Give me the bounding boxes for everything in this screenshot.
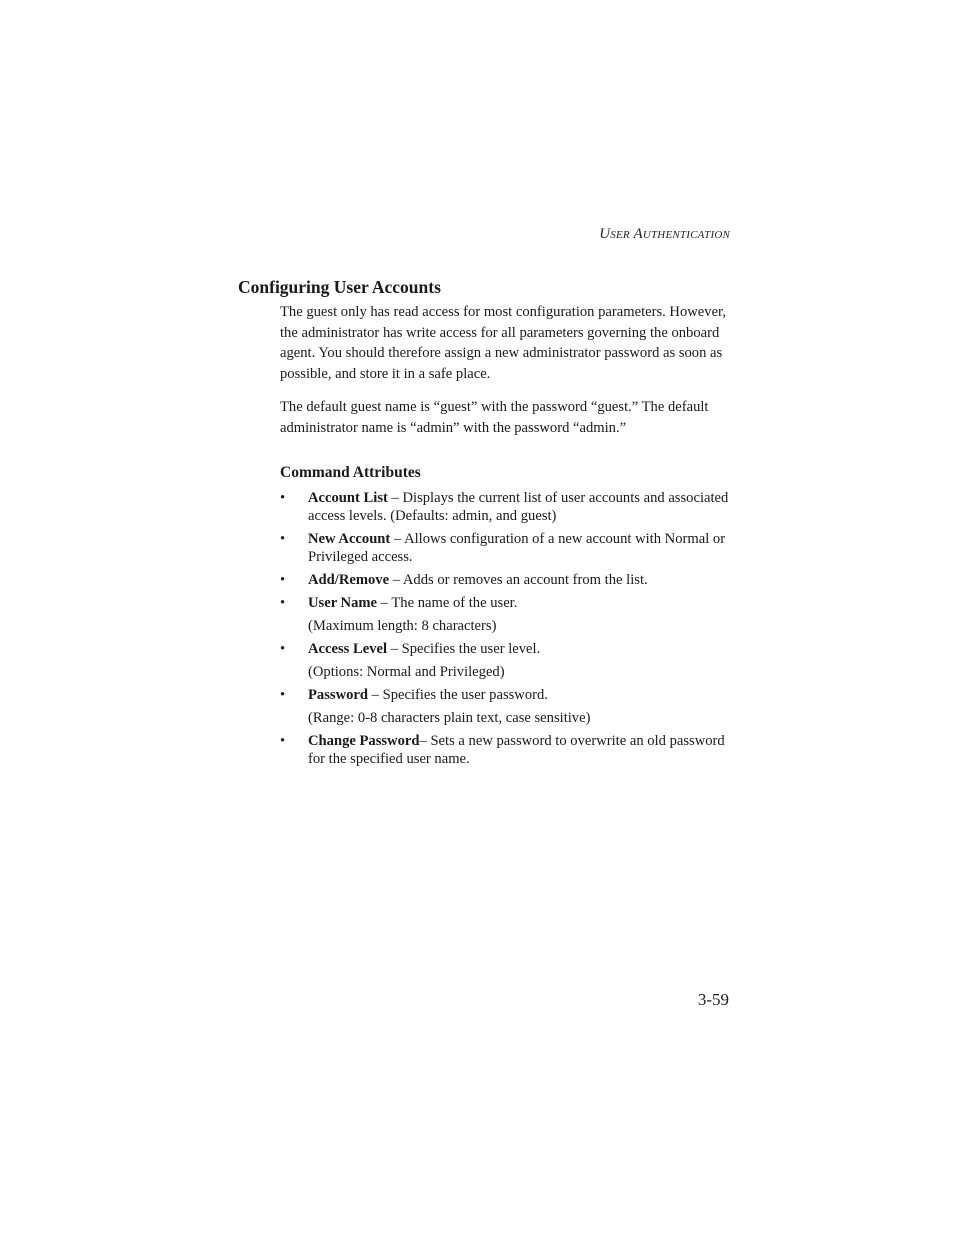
command-attributes-list: [280, 489, 735, 768]
attr-note: (Options: Normal and Privileged): [308, 664, 505, 680]
attr-new-account: [280, 530, 735, 566]
bullet-icon: •: [280, 572, 286, 588]
section-title: Configuring User Accounts: [238, 277, 441, 297]
bullet-icon: •: [280, 733, 286, 749]
attr-desc: – Sets a new password to overwrite an old password for the specified user name.: [308, 733, 725, 767]
attr-term: Change Password: [308, 733, 420, 749]
attr-desc: – Adds or removes an account from the list.: [389, 572, 648, 588]
command-attributes-heading: Command Attributes: [280, 464, 421, 481]
attr-note: (Maximum length: 8 characters): [308, 618, 497, 634]
attr-user-name: [280, 594, 735, 635]
defaults-paragraph: The default guest name is “guest” with the password “guest.” The default administrator name is “admin” with the password “admin.”: [280, 399, 709, 436]
running-header: User Authentication: [599, 226, 730, 242]
attr-term: Account List: [308, 490, 388, 506]
attr-change-password: [280, 732, 735, 768]
intro-paragraph: The guest only has read access for most configuration parameters. However, the administrator has write access for all parameters governing the onboard agent. You should therefore assign a new administrator password as soon as possible, and store it in a safe place.: [280, 304, 726, 382]
attr-account-list: [280, 489, 735, 525]
attr-term: New Account: [308, 531, 391, 547]
attr-desc: – Displays the current list of user accounts and associated access levels. (Defaults: admin, and guest): [308, 490, 729, 524]
attr-note: (Range: 0-8 characters plain text, case sensitive): [308, 710, 591, 726]
bullet-icon: •: [280, 641, 286, 657]
attr-term: Access Level: [308, 641, 388, 657]
attr-access-level: [280, 640, 735, 681]
attr-desc: – Specifies the user password.: [368, 687, 548, 703]
attr-add-remove: [280, 571, 735, 589]
attr-term: User Name: [308, 595, 378, 611]
bullet-icon: •: [280, 531, 286, 547]
bullet-icon: •: [280, 595, 286, 611]
page-number: 3-59: [697, 990, 729, 1009]
attr-desc: – Allows configuration of a new account with Normal or Privileged access.: [308, 531, 726, 565]
attr-term: Add/Remove: [308, 572, 390, 588]
attr-desc: – Specifies the user level.: [387, 641, 541, 657]
bullet-icon: •: [280, 687, 286, 703]
attr-desc: – The name of the user.: [377, 595, 518, 611]
bullet-icon: •: [280, 490, 286, 506]
attr-password: [280, 686, 735, 727]
attr-term: Password: [308, 687, 368, 703]
